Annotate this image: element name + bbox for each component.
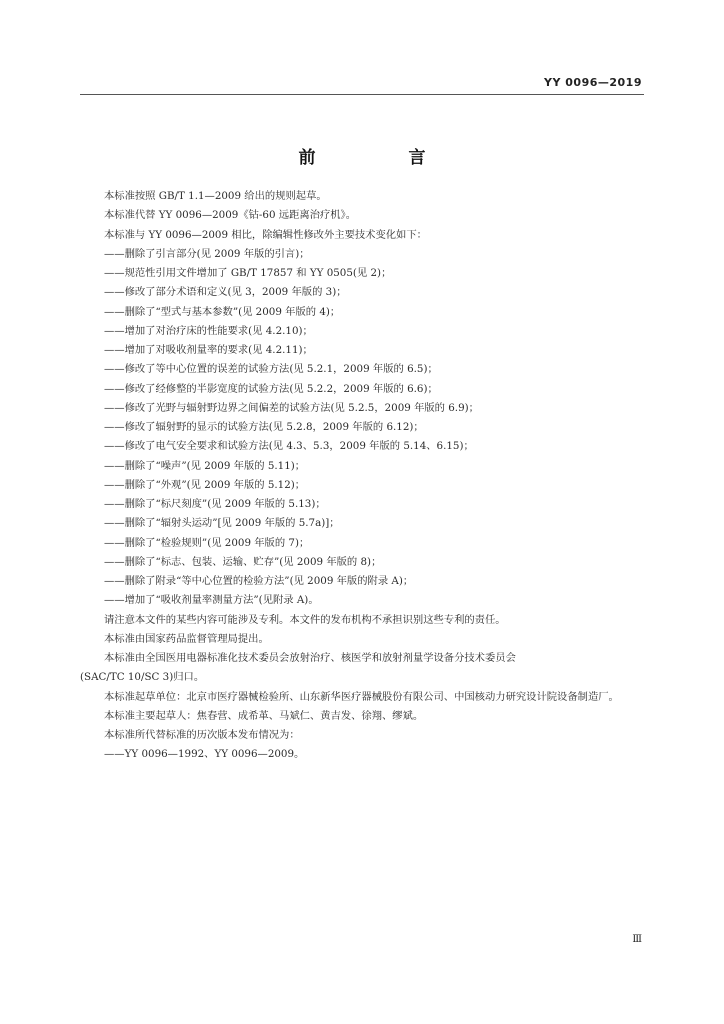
change-item: ——修改了辐射野的显示的试验方法(见 5.2.8，2009 年版的 6.12)； bbox=[104, 421, 424, 433]
change-item: ——修改了等中心位置的误差的试验方法(见 5.2.1，2009 年版的 6.5)； bbox=[104, 363, 438, 376]
change-item: ——增加了对治疗床的性能要求(见 4.2.10)； bbox=[104, 324, 313, 337]
paragraph: 本标准代替 YY 0096—2009《钴-60 远距离治疗机》。 bbox=[104, 209, 357, 222]
paragraph: 本标准由国家药品监督管理局提出。 bbox=[104, 632, 269, 645]
header-divider bbox=[80, 94, 644, 95]
page-title: 前 言 bbox=[298, 148, 464, 168]
change-item: ——删除了“标尺刻度”(见 2009 年版的 5.13)； bbox=[104, 498, 326, 510]
paragraph: 本标准由全国医用电器标准化技术委员会放射治疗、核医学和放射剂量学设备分技术委员会 bbox=[104, 652, 516, 664]
standard-code: YY 0096—2019 bbox=[544, 76, 642, 89]
paragraph: 请注意本文件的某些内容可能涉及专利。本文件的发布机构不承担识别这些专利的责任。 bbox=[104, 613, 506, 626]
change-item: ——修改了经修整的半影宽度的试验方法(见 5.2.2，2009 年版的 6.6)； bbox=[104, 382, 438, 395]
change-item: ——修改了部分术语和定义(见 3，2009 年版的 3)； bbox=[104, 286, 347, 299]
paragraph: 本标准所代替标准的历次版本发布情况为： bbox=[104, 729, 300, 741]
paragraph: 本标准与 YY 0096—2009 相比，除编辑性修改外主要技术变化如下： bbox=[104, 228, 427, 241]
change-item: ——增加了“吸收剂量率测量方法”(见附录 A)。 bbox=[104, 594, 319, 607]
change-item: ——删除了“检验规则”(见 2009 年版的 7)； bbox=[104, 536, 310, 549]
change-item: ——删除了“辐射头运动”[见 2009 年版的 5.7a)]； bbox=[104, 517, 340, 530]
change-item: ——修改了光野与辐射野边界之间偏差的试验方法(见 5.2.5，2009 年版的 6.9)； bbox=[104, 401, 479, 414]
change-item: ——删除了“噪声”(见 2009 年版的 5.11)； bbox=[104, 459, 306, 472]
change-item: ——增加了对吸收剂量率的要求(见 4.2.11)； bbox=[104, 344, 313, 356]
change-item: ——规范性引用文件增加了 GB/T 17857 和 YY 0505(见 2)； bbox=[104, 267, 392, 279]
paragraph: 本标准起草单位：北京市医疗器械检验所、山东新华医疗器械股份有限公司、中国核动力研究设计院设备制造厂。 bbox=[104, 690, 619, 703]
change-item: ——删除了“标志、包装、运输、贮存”(见 2009 年版的 8)； bbox=[104, 555, 382, 568]
change-item: ——删除了附录“等中心位置的检验方法”(见 2009 年版的附录 A)； bbox=[104, 575, 414, 587]
page-number: Ⅲ bbox=[632, 934, 642, 945]
paragraph: 本标准按照 GB/T 1.1—2009 给出的规则起草。 bbox=[104, 190, 327, 202]
change-item: ——删除了引言部分(见 2009 年版的引言)； bbox=[104, 247, 310, 260]
change-item: ——YY 0096—1992、YY 0096—2009。 bbox=[104, 748, 305, 761]
paragraph: 本标准主要起草人：焦春营、成希革、马斌仁、黄吉发、徐翔、缪斌。 bbox=[104, 709, 424, 722]
foreword-body bbox=[80, 187, 645, 765]
paragraph: (SAC/TC 10/SC 3)归口。 bbox=[80, 671, 205, 684]
change-item: ——删除了“外观”(见 2009 年版的 5.12)； bbox=[104, 478, 306, 491]
change-item: ——修改了电气安全要求和试验方法(见 4.3、5.3，2009 年版的 5.14、6.15)； bbox=[104, 440, 474, 453]
change-item: ——删除了“型式与基本参数”(见 2009 年版的 4)； bbox=[104, 305, 341, 318]
